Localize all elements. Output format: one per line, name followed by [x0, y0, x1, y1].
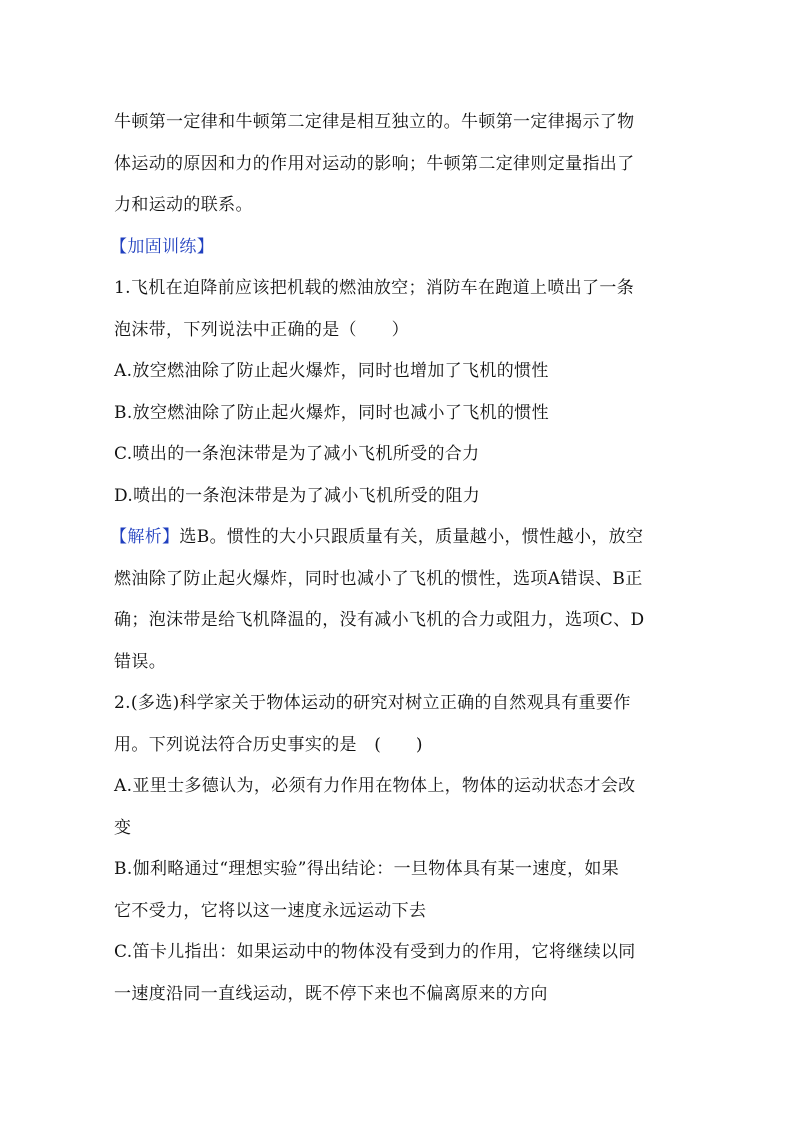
intro-line-1: 牛顿第一定律和牛顿第二定律是相互独立的。牛顿第一定律揭示了物	[114, 112, 635, 132]
analysis-label: 【解析】	[110, 527, 180, 547]
question2-option-b-line-1: B.伽利略通过“理想实验”得出结论：一旦物体具有某一速度，如果	[114, 859, 620, 879]
question1-analysis-line-1	[110, 517, 692, 559]
section-heading	[110, 227, 692, 269]
question1-option-a: A.放空燃油除了防止起火爆炸，同时也增加了飞机的惯性	[114, 361, 549, 381]
question1-option-d: D.喷出的一条泡沫带是为了减小飞机所受的阻力	[114, 485, 481, 506]
question2-option-a-line-1: A.亚里士多德认为，必须有力作用在物体上，物体的运动状态才会改	[114, 776, 636, 796]
question1-analysis-line-4: 错误。	[114, 651, 167, 672]
question1-option-b: B.放空燃油除了防止起火爆炸，同时也减小了飞机的惯性	[114, 402, 549, 423]
intro-line-2: 体运动的原因和力的作用对运动的影响；牛顿第二定律则定量指出了	[114, 153, 635, 174]
question1-analysis-line-3: 确；泡沫带是给飞机降温的，没有减小飞机的合力或阻力，选项C、D	[114, 610, 645, 630]
question1-stem-line-2: 泡沫带，下列说法中正确的是（ ）	[114, 319, 409, 340]
document-page	[110, 102, 692, 1015]
intro-line-3: 力和运动的联系。	[114, 195, 253, 215]
question2-stem-line-1: 2.(多选)科学家关于物体运动的研究对树立正确的自然观具有重要作	[114, 693, 631, 713]
question2-option-c-line-1: C.笛卡儿指出：如果运动中的物体没有受到力的作用，它将继续以同	[114, 942, 636, 962]
question1-stem-line-1: 1.飞机在迫降前应该把机载的燃油放空；消防车在跑道上喷出了一条	[114, 278, 635, 298]
question2-option-c-line-2: 一速度沿同一直线运动，既不停下来也不偏离原来的方向	[114, 983, 548, 1004]
section-heading-text: 【加固训练】	[110, 236, 215, 257]
question2-stem-line-2: 用。下列说法符合历史事实的是 ( )	[114, 734, 423, 755]
question2-option-b-line-2: 它不受力，它将以这一速度永远运动下去	[114, 900, 427, 921]
question2-option-a-line-2: 变	[114, 817, 132, 838]
analysis-text: 选B。惯性的大小只跟质量有关，质量越小，惯性越小，放空	[179, 527, 644, 547]
question1-analysis-line-2: 燃油除了防止起火爆炸，同时也减小了飞机的惯性，选项A错误、B正	[114, 568, 643, 589]
question1-option-c: C.喷出的一条泡沫带是为了减小飞机所受的合力	[114, 444, 480, 464]
